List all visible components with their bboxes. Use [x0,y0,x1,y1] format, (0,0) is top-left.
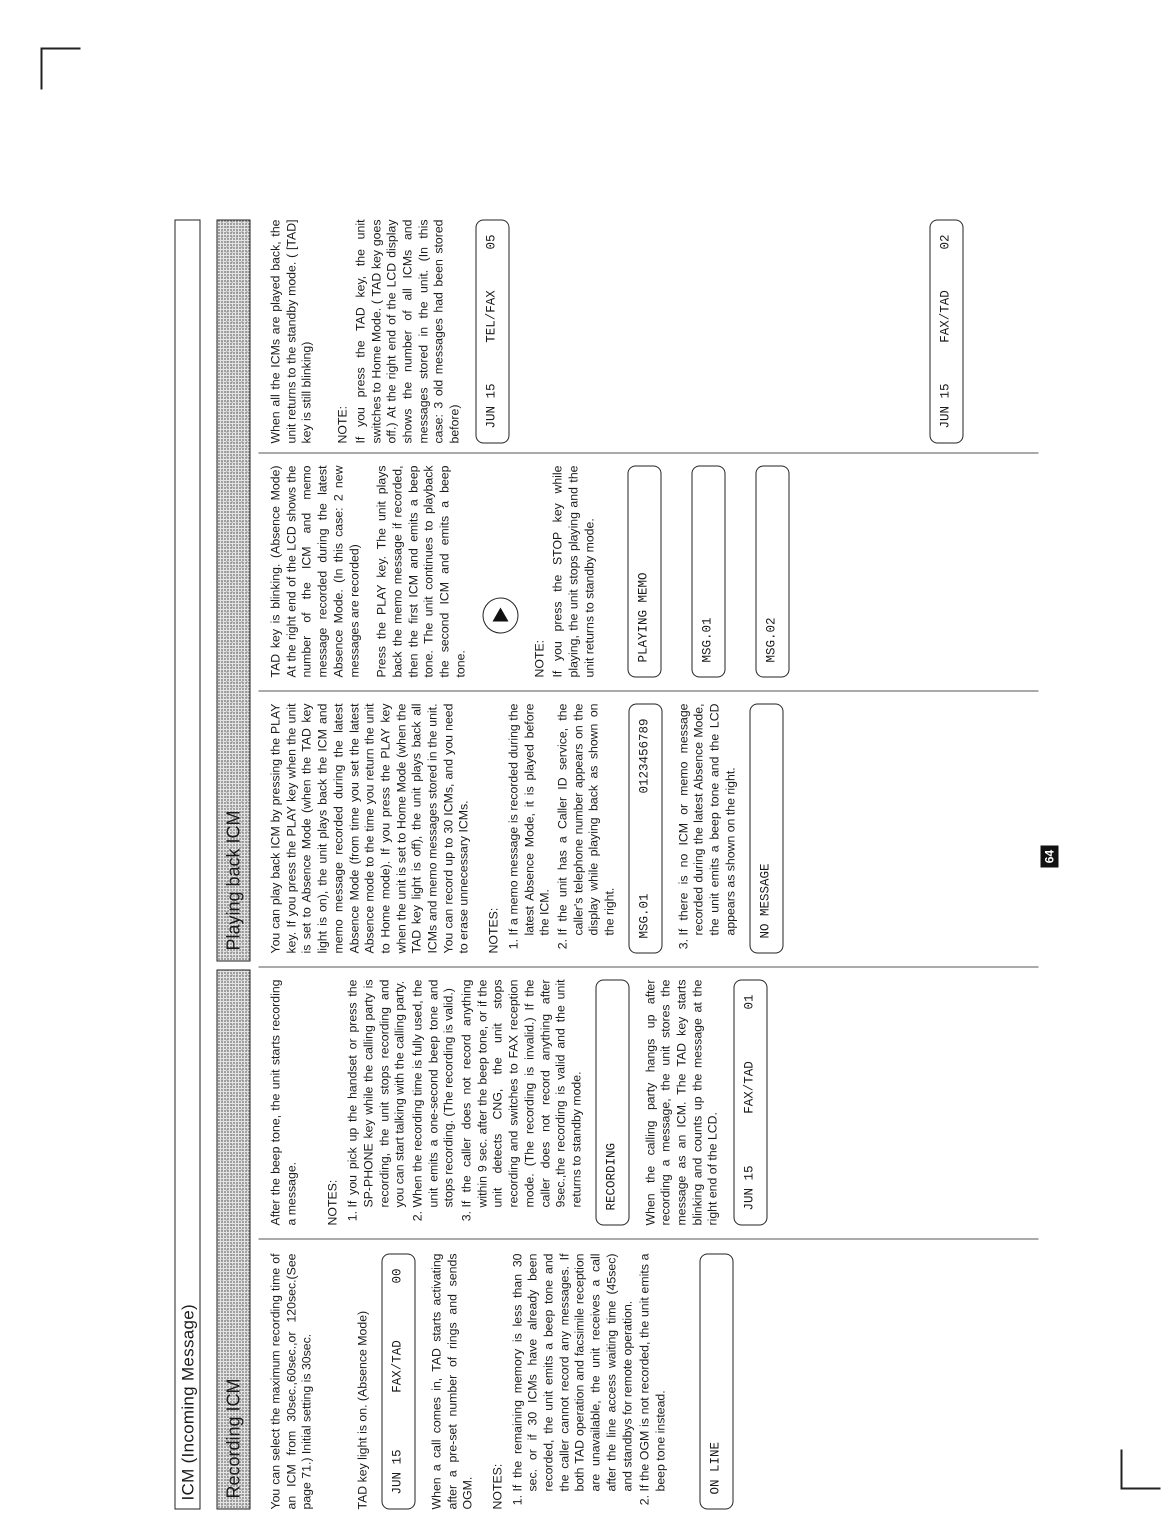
lcd-mode: FAX/TAD [742,1060,757,1114]
lcd-text: NO MESSAGE [757,862,772,938]
lcd-count: 05 [483,234,498,250]
column-recording-intro [268,1253,747,1509]
lcd-date: JUN 15 [389,1448,404,1494]
crop-mark [40,47,80,49]
lcd-display [733,979,767,1225]
notes-label: NOTES: [486,907,501,953]
note-item: 2. If the OGM is not recorded, the unit emits a beep tone instead. [637,1253,668,1491]
lcd-display [628,703,662,953]
lcd-mode: FAX/TAD [389,1339,404,1393]
note-item: 1. If you pick up the handset or press the SP-PHONE key while the calling party is recording, the unit stops recording and you can start talking with the calling party. [345,979,408,1207]
note-item: 1. If a memo message is recorded during the latest Absence Mode, it is played before the ICM. [506,703,553,935]
page-number: 64 [1040,845,1058,867]
lcd-date: JUN 15 [937,382,952,428]
paragraph: Press the PLAY key. The unit plays back the memo message if recorded, then the first ICM and emits a beep tone. The unit continues to playback the second ICM and emits a beep tone. [374,465,467,677]
paragraph: When the calling party hangs up after recording a message, the unit stores the message as an ICM. The TAD key starts blinking and counts up the message at the right end of the LCD. [642,979,720,1225]
lcd-text: MSG.02 [764,616,779,662]
lcd-display [699,1253,733,1509]
paragraph: TAD key is blinking. (Absence Mode) At the right end of the LCD shows the number of the ICM and memo message recorded during the latest Absence Mode. (In this case: 2 new messages are recorded) [268,465,361,677]
lcd-text: RECORDING [603,1142,618,1210]
lcd-display [381,1253,415,1509]
paragraph: After the beep tone, the unit starts recording a message. [268,979,298,1225]
lcd-count: 01 [742,994,757,1010]
lcd-display [755,465,789,677]
lcd-count: 02 [937,234,952,250]
heading-playing-back-icm: Playing back ICM [216,219,250,961]
manual-sheet [168,179,1068,1509]
paragraph: When all the ICMs are played back, the unit returns to the standby mode. ( [TAD] key is still blinking) [268,219,314,443]
notes-list [676,703,739,953]
lcd-count: 00 [389,1268,404,1284]
lcd-display [691,465,725,677]
column-divider [258,452,1038,453]
crop-mark [1120,1487,1160,1489]
play-key-icon [482,597,518,633]
notes-label: NOTE: [532,639,547,677]
lcd-mode: TEL/FAX [483,289,498,343]
paragraph: TAD key light is on. (Absence Mode) [355,1310,370,1509]
column-divider [258,966,1038,967]
note-item: 3. If there is no ICM or memo message recorded during the latest Absence Mode, the unit emits a beep tone and the LCD appears as shown on the right. [676,703,739,935]
column-playback-intro [268,703,797,953]
lcd-display [475,219,509,443]
lcd-display [595,979,629,1225]
note-item: 2. When the recording time is fully used, the unit emits a one-second beep tone and stops recording. (The recording is valid.) [410,979,457,1207]
paragraph: You can play back ICM by pressing the PLAY key. If you press the PLAY key when the unit is set to Absence Mode (when the TAD key light is on), the unit plays back the ICM and memo message recorded during the latest Absence Mode (from time you set the latest Absence mode to the time you return the unit to Home mode). If you press the PLAY key when the unit is set to Home Mode (when the TAD key light is off), the unit plays back all ICMs and memo messages stored in the unit. You can record up to 30 ICMs, and you need to erase unnecessary ICMs. [268,703,471,953]
note-item: 1. If the remaining memory is less than 30 sec. or if 30 ICMs have already been recorded, the unit emits a beep tone and the caller cannot record any messages. If both TAD operation and facsimile reception are unavailable, the unit receives a call after the line access waiting time (45sec) and standbys for remote operation. [510,1253,636,1491]
column-divider [258,1238,1038,1239]
lcd-caller-number: 0123456789 [636,718,651,794]
notes-label: NOTE: [335,405,350,443]
paragraph: If you press the TAD key, the unit switches to Home Mode. ( TAD key goes off.) At the right end of the LCD display shows the number of all ICMs and messages stored in the unit. (In this case: 3 old messages had been stored before) [352,219,462,443]
lcd-text: ON LINE [707,1441,722,1494]
note-item: 2. If the unit has a Caller ID service, the caller's telephone number appears on the display while playing back as shown on the right. [555,703,618,935]
lcd-display [929,219,963,443]
lcd-date: JUN 15 [742,1164,757,1210]
heading-recording-icm: Recording ICM [216,969,250,1509]
notes-list [345,979,585,1225]
paragraph: You can select the maximum recording time of an ICM from 30sec.,60sec.,or 120sec.(See page 71.) Initial setting is 30sec. [268,1253,314,1509]
notes-list [506,703,618,953]
column-playback-steps [268,465,803,677]
note-item: 3. If the caller does not record anything within 9 sec. after the beep tone, or if the unit detects CNG, the unit stops recording and switches to FAX reception mode. (The recording is invalid.) If the caller does not record anything after 9sec.,the recording is valid and the unit returns to standby mode. [459,979,585,1207]
section-title: ICM (Incoming Message) [174,219,200,1509]
lcd-display [627,465,661,677]
notes-label: NOTES: [325,1179,340,1225]
lcd-mode: FAX/TAD [937,289,952,343]
crop-mark [1120,1449,1122,1489]
lcd-date: JUN 15 [483,382,498,428]
column-playback-end [268,219,977,443]
notes-label: NOTES: [489,1463,504,1509]
lcd-text: PLAYING MEMO [636,571,651,662]
paragraph: If you press the STOP key while playing, the unit stops playing and the unit returns to standby mode. [550,465,596,677]
lcd-display [749,703,783,953]
paragraph: When a call comes in, TAD starts activating after a pre-set number of rings and sends OGM. [428,1253,475,1509]
column-divider [258,690,1038,691]
lcd-text: MSG.01 [700,616,715,662]
notes-list [510,1253,669,1509]
crop-mark [40,49,42,89]
lcd-message-number: MSG.01 [636,892,651,938]
column-recording-details [268,979,781,1225]
